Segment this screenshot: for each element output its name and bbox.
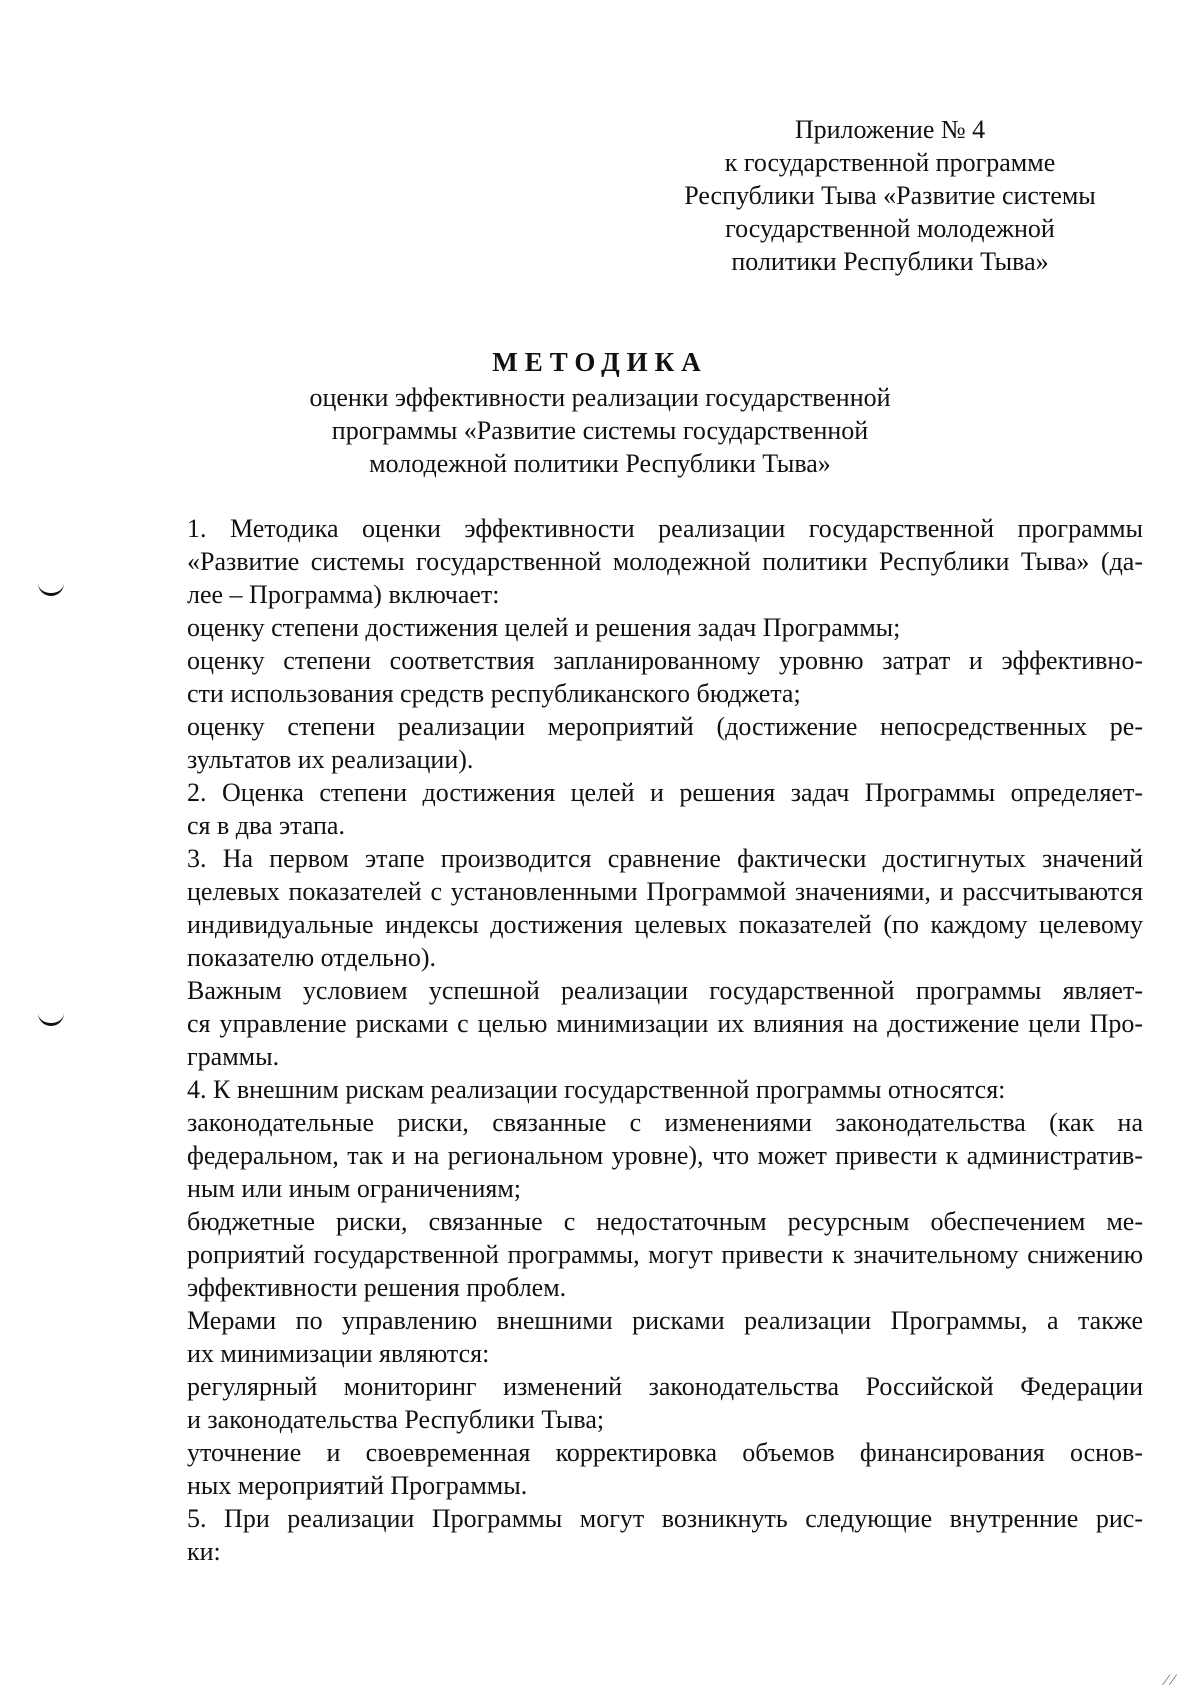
paragraph: [115, 710, 1143, 776]
subtitle-line: программы «Развитие системы государственной: [331, 416, 869, 445]
paragraph: [115, 974, 1143, 1073]
paragraph-line: целевых показателей с установленными Программой значениями, и рассчитываются: [187, 877, 1143, 906]
paragraph: [115, 512, 1143, 611]
paragraph-line: лее – Программа) включает:: [187, 580, 500, 609]
paragraph-line: 3. На первом этапе производится сравнение фактически достигнутых значений: [187, 844, 1143, 873]
paragraph-line: ся управление рисками с целью минимизации их влияния на достижение цели Про-: [187, 1009, 1143, 1038]
document-body: [115, 512, 1143, 1568]
corner-mark: ⁄ ⁄: [1165, 1672, 1175, 1689]
paragraph-line: 5. При реализации Программы могут возникнуть следующие внутренние рис-: [187, 1504, 1143, 1533]
paragraph-line: «Развитие системы государственной молодежной политики Республики Тыва» (да-: [187, 547, 1143, 576]
paragraph-line: Важным условием успешной реализации государственной программы являет-: [187, 976, 1143, 1005]
paragraph-line: регулярный мониторинг изменений законодательства Российской Федерации: [187, 1372, 1143, 1401]
paragraph-line: эффективности решения проблем.: [187, 1273, 567, 1302]
paragraph-line: индивидуальные индексы достижения целевых показателей (по каждому целевому: [187, 910, 1143, 939]
paragraph-line: зультатов их реализации).: [187, 745, 474, 774]
paragraph: [115, 1502, 1143, 1568]
paragraph-line: ных мероприятий Программы.: [187, 1471, 528, 1500]
appendix-line: Приложение № 4: [794, 115, 986, 144]
subtitle-line: оценки эффективности реализации государственной: [309, 383, 891, 412]
paragraph-line: законодательные риски, связанные с изменениями законодательства (как на: [187, 1108, 1143, 1137]
paragraph-line: бюджетные риски, связанные с недостаточным ресурсным обеспечением ме-: [187, 1207, 1143, 1236]
appendix-line: к государственной программе: [724, 148, 1056, 177]
paragraph: [115, 644, 1143, 710]
paragraph: [115, 1370, 1143, 1436]
paragraph-line: 2. Оценка степени достижения целей и решения задач Программы определяет-: [187, 778, 1143, 807]
paragraph: [115, 1304, 1143, 1370]
paragraph-line: их минимизации являются:: [187, 1339, 490, 1368]
paragraph-line: ным или иным ограничениям;: [187, 1174, 522, 1203]
paragraph-line: Мерами по управлению внешними рисками реализации Программы, а также: [187, 1306, 1143, 1335]
document-title: МЕТОДИКА: [492, 347, 708, 377]
subtitle-line: молодежной политики Республики Тыва»: [369, 449, 831, 478]
paragraph-line: 1. Методика оценки эффективности реализации государственной программы: [187, 514, 1143, 543]
paragraph-line: 4. К внешним рискам реализации государственной программы относятся:: [187, 1075, 1006, 1104]
paragraph: [115, 1106, 1143, 1205]
document-subtitle: [250, 381, 950, 480]
paragraph-line: ся в два этапа.: [187, 811, 345, 840]
margin-mark: [38, 1013, 64, 1026]
paragraph: [115, 1436, 1143, 1502]
appendix-line: государственной молодежной: [725, 214, 1055, 243]
paragraph-line: оценку степени достижения целей и решения задач Программы;: [187, 613, 901, 642]
paragraph-line: оценку степени реализации мероприятий (достижение непосредственных ре-: [187, 712, 1143, 741]
appendix-line: Республики Тыва «Развитие системы: [684, 181, 1096, 210]
paragraph: [115, 842, 1143, 974]
paragraph-line: федеральном, так и на региональном уровне), что может привести к административ-: [187, 1141, 1143, 1170]
paragraph-line: оценку степени соответствия запланированному уровню затрат и эффективно-: [187, 646, 1143, 675]
paragraph-line: и законодательства Республики Тыва;: [187, 1405, 605, 1434]
document-heading: [250, 345, 950, 480]
paragraph-line: сти использования средств республиканского бюджета;: [187, 679, 801, 708]
paragraph-line: ки:: [187, 1537, 221, 1566]
paragraph: [115, 1205, 1143, 1304]
paragraph: [115, 611, 1143, 644]
paragraph-line: уточнение и своевременная корректировка объемов финансирования основ-: [187, 1438, 1143, 1467]
paragraph-line: показателю отдельно).: [187, 943, 436, 972]
paragraph-line: граммы.: [187, 1042, 280, 1071]
paragraph-line: роприятий государственной программы, могут привести к значительному снижению: [187, 1240, 1143, 1269]
appendix-block: [660, 113, 1120, 278]
appendix-line: политики Республики Тыва»: [731, 247, 1049, 276]
paragraph: [115, 1073, 1143, 1106]
margin-mark: [38, 583, 64, 596]
paragraph: [115, 776, 1143, 842]
